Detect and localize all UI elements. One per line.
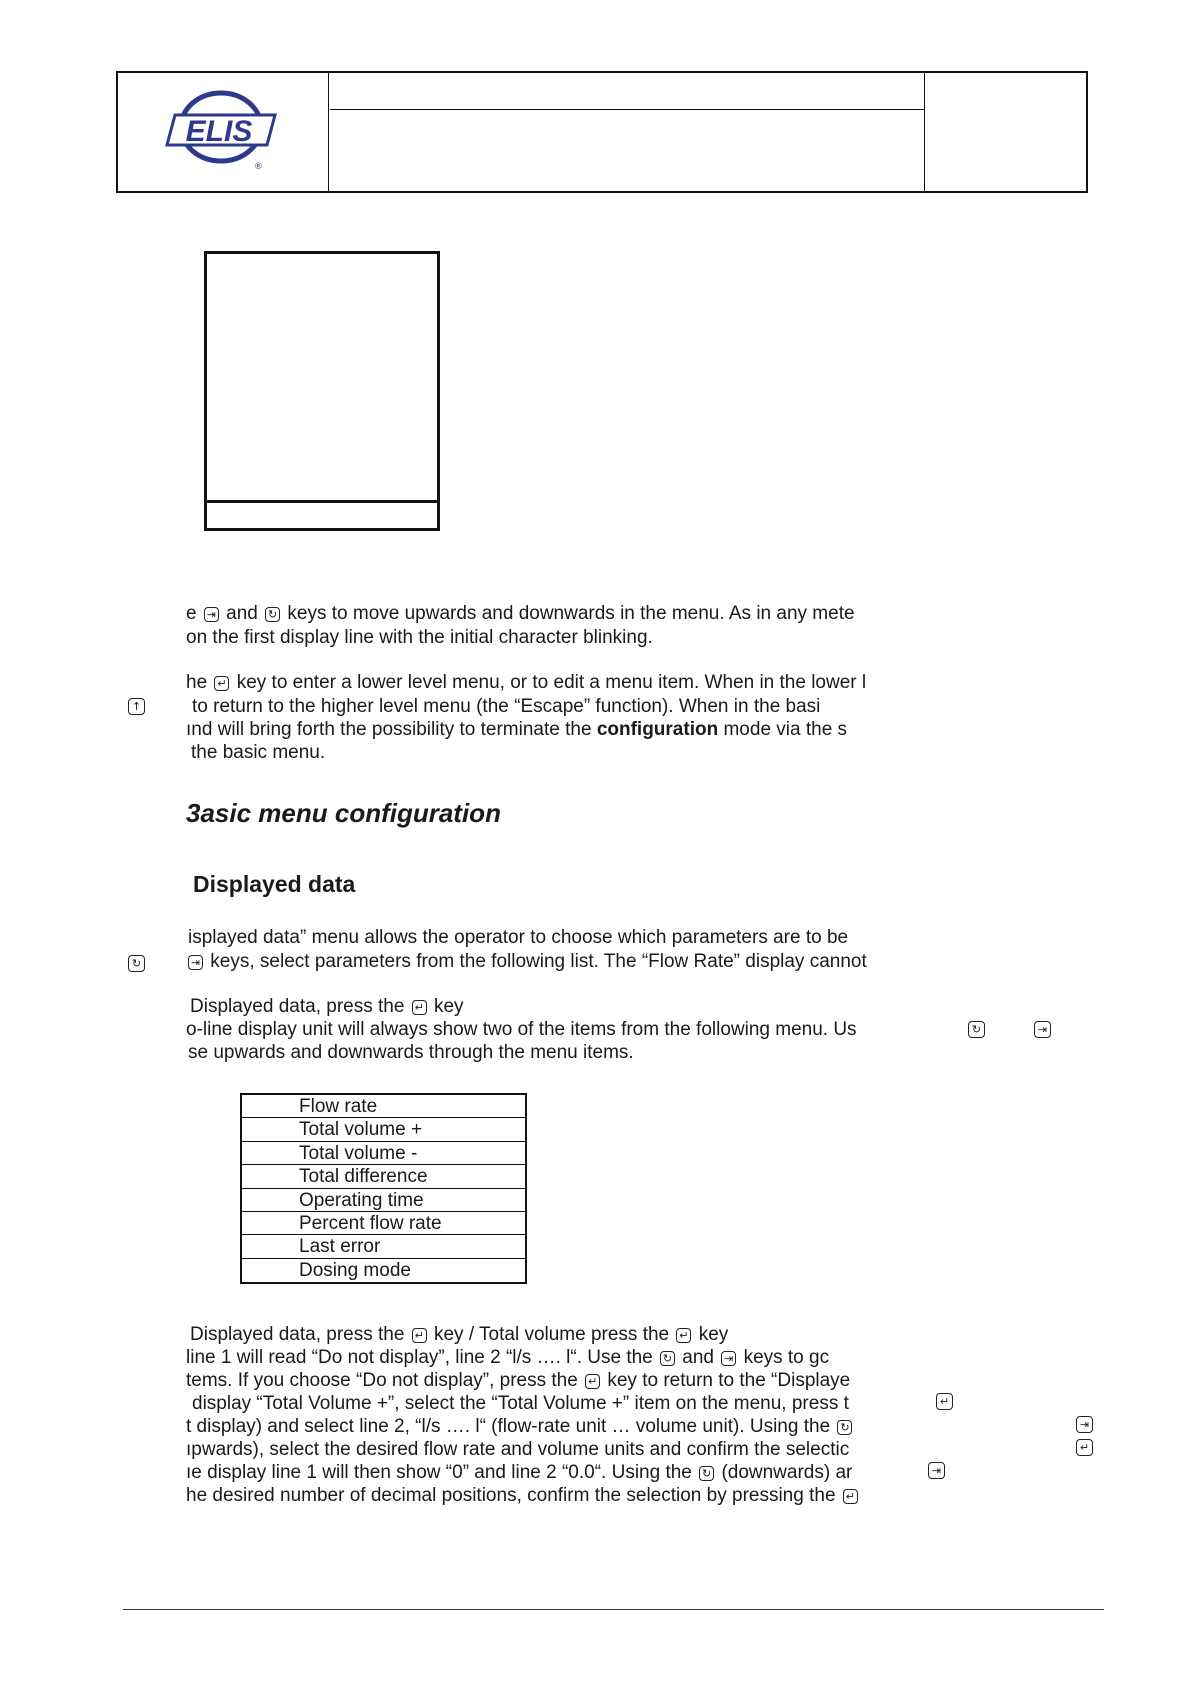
text-line: to return to the higher level menu (the “Escape” function). When in the basi bbox=[192, 696, 821, 717]
text-line: Displayed data, press the ↵ key / Total volume press the ↵ key bbox=[190, 1324, 729, 1345]
text-line: line 1 will read “Do not display”, line 2 “l/s …. l“. Use the ↻ and ⇥ keys to gc bbox=[186, 1347, 830, 1368]
text-line: on the first display line with the initial character blinking. bbox=[186, 627, 653, 648]
svg-text:®: ® bbox=[255, 161, 262, 171]
scroll-key-icon: ↻ bbox=[660, 1351, 675, 1366]
text-line: t display) and select line 2, “l/s …. l“ (flow-rate unit … volume unit). Using the ↻ bbox=[186, 1416, 854, 1438]
menu-item-row: Operating time bbox=[242, 1189, 525, 1212]
enter-key-icon: ↵ bbox=[412, 1000, 427, 1015]
enter-key-icon: ↵ bbox=[412, 1328, 427, 1343]
enter-key-icon: ↵ bbox=[585, 1374, 600, 1389]
down-key-icon: ⇥ bbox=[928, 1462, 945, 1479]
up-key-icon: ↑ bbox=[128, 698, 145, 715]
enter-key-icon: ↵ bbox=[676, 1328, 691, 1343]
scroll-key-icon: ↻ bbox=[699, 1466, 714, 1481]
text-line: isplayed data” menu allows the operator to choose which parameters are to be bbox=[188, 927, 849, 948]
menu-item-row: Flow rate bbox=[242, 1095, 525, 1118]
paragraph-navigation bbox=[186, 603, 912, 651]
text-line: he desired number of decimal positions, confirm the selection by pressing the ↵ bbox=[186, 1485, 860, 1507]
text-line: he ↵ key to enter a lower level menu, or to edit a menu item. When in the lower l bbox=[186, 672, 867, 693]
text-line: ıe display line 1 will then show “0” and line 2 “0.0“. Using the ↻ (downwards) ar bbox=[186, 1462, 853, 1483]
enter-key-icon: ↵ bbox=[843, 1489, 858, 1504]
section-heading-basic-menu: 3asic menu configuration bbox=[186, 798, 501, 828]
scroll-key-icon: ↻ bbox=[968, 1021, 985, 1038]
text-line: the basic menu. bbox=[191, 742, 326, 763]
down-key-icon: ⇥ bbox=[204, 607, 219, 622]
enter-key-icon: ↵ bbox=[1076, 1439, 1093, 1456]
down-key-icon: ⇥ bbox=[1076, 1416, 1093, 1433]
paragraph-total-volume bbox=[186, 1324, 912, 1510]
paragraph-enter-escape bbox=[186, 672, 912, 768]
down-key-icon: ⇥ bbox=[721, 1351, 736, 1366]
enter-key-icon: ↵ bbox=[214, 676, 229, 691]
text-line: display “Total Volume +”, select the “Total Volume +” item on the menu, press t bbox=[192, 1393, 849, 1414]
menu-item-row: Percent flow rate bbox=[242, 1212, 525, 1235]
header-right-cell bbox=[924, 73, 1087, 191]
menu-item-row: Total difference bbox=[242, 1165, 525, 1188]
text-line: ınd will bring forth the possibility to terminate the configuration mode via the s bbox=[186, 719, 848, 740]
enter-key-icon: ↵ bbox=[936, 1393, 953, 1410]
menu-item-row: Total volume + bbox=[242, 1118, 525, 1141]
device-display-frame bbox=[204, 251, 440, 531]
footer-rule bbox=[123, 1609, 1104, 1610]
text-line: ⇥ keys, select parameters from the following list. The “Flow Rate” display cannot bbox=[186, 951, 867, 973]
header-divider bbox=[330, 109, 924, 110]
svg-text:ELIS: ELIS bbox=[185, 115, 253, 148]
down-key-icon: ⇥ bbox=[1034, 1021, 1051, 1038]
device-display-bottom-row bbox=[207, 500, 437, 528]
menu-item-row: Total volume - bbox=[242, 1142, 525, 1165]
displayed-data-menu-table bbox=[240, 1093, 527, 1284]
section-heading-displayed-data: Displayed data bbox=[193, 871, 356, 897]
text-line: se upwards and downwards through the menu items. bbox=[188, 1042, 634, 1063]
menu-item-row: Dosing mode bbox=[299, 1259, 411, 1281]
scroll-key-icon: ↻ bbox=[837, 1420, 852, 1435]
text-line: ıpwards), select the desired flow rate and volume units and confirm the selectic bbox=[186, 1439, 850, 1460]
elis-logo bbox=[163, 83, 283, 173]
text-line: tems. If you choose “Do not display”, press the ↵ key to return to the “Displaye bbox=[186, 1370, 851, 1391]
header-frame bbox=[116, 71, 1088, 193]
paragraph-displayed-data-press bbox=[186, 996, 912, 1068]
paragraph-displayed-data-intro bbox=[186, 927, 912, 975]
scroll-key-icon: ↻ bbox=[128, 955, 145, 972]
menu-item-row: Last error bbox=[242, 1235, 525, 1258]
scroll-key-icon: ↻ bbox=[265, 607, 280, 622]
text-line: Displayed data, press the ↵ key bbox=[190, 996, 464, 1017]
down-key-icon: ⇥ bbox=[188, 955, 203, 970]
text-line: o-line display unit will always show two of the items from the following menu. Us bbox=[186, 1019, 857, 1040]
logo-cell bbox=[118, 73, 329, 191]
text-line: e ⇥ and ↻ keys to move upwards and downwards in the menu. As in any mete bbox=[186, 603, 855, 624]
